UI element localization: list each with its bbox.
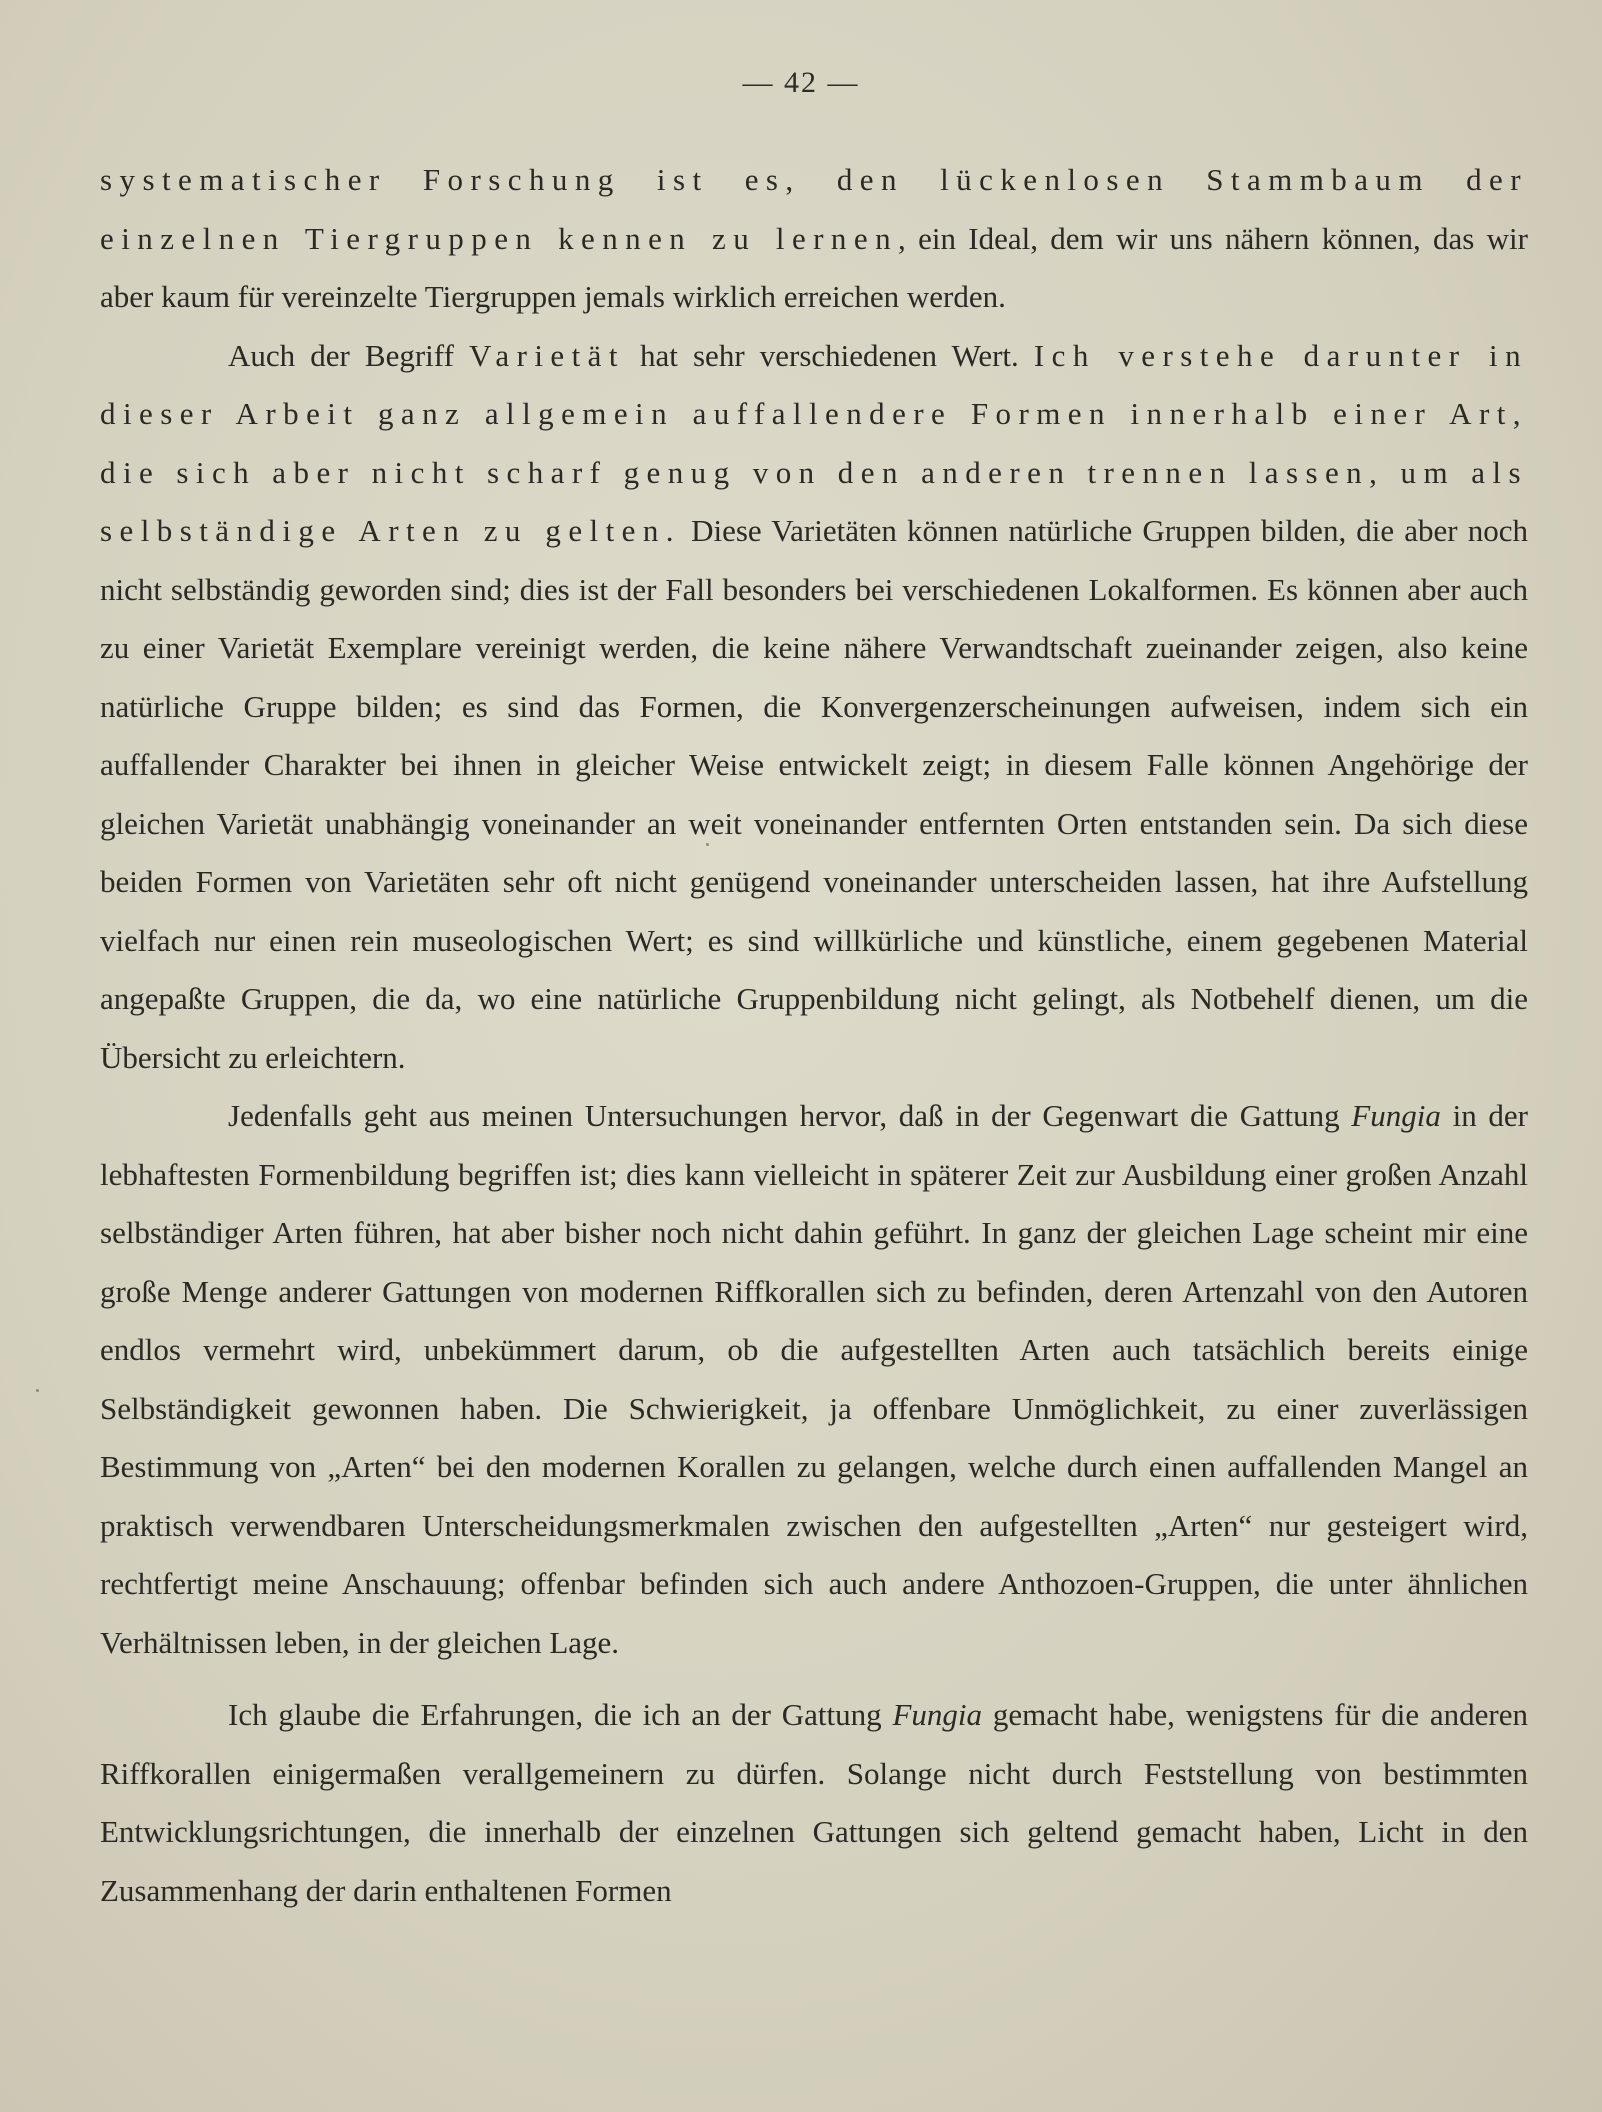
scan-speck	[36, 1389, 39, 1392]
text-segment: Ich glaube die Erfahrungen, die ich an der Gattung	[228, 1697, 893, 1732]
text-segment: hat sehr verschiedenen Wert.	[624, 337, 1034, 373]
text-segment: Jedenfalls geht aus meinen Untersuchungen hervor, daß in der Gegenwart die Gattung	[228, 1098, 1352, 1133]
page-number: — 42 —	[742, 66, 860, 99]
paragraph	[100, 1686, 1528, 1920]
text-segment: , ein Ideal, dem wir uns nähern können, das wir aber kaum für vereinzelte Tiergruppen jemals wirklich erreichen werden.	[100, 220, 1528, 314]
text-segment: Diese Varietäten können natürliche Gruppen bilden, die aber noch nicht selbständig geworden sind; dies ist der Fall besonders bei verschiedenen Lokalformen. Es können aber auch zu einer Varietät Exemplare vereinigt werden, die keine nähere Verwandtschaft zueinander zeigen, also keine natürliche Gruppe bilden; es sind das Formen, die Konvergenzerscheinungen aufweisen, indem sich ein auffallender Charakter bei ihnen in gleicher Weise entwickelt zeigt; in diesem Falle können Angehörige der gleichen Varietät unabhängig voneinander an weit voneinander entfernten Orten entstanden sein. Da sich diese beiden Formen von Varietäten sehr oft nicht genügend voneinander unterscheiden lassen, hat ihre Aufstellung vielfach nur einen rein museologischen Wert; es sind willkürliche und künstliche, einem gegebenen Material angepaßte Gruppen, die da, wo eine natürliche Gruppenbildung nicht gelingt, als Notbehelf dienen, um die Übersicht zu erleichtern.	[100, 513, 1528, 1075]
scan-speck	[706, 843, 709, 846]
text-segment: gemacht habe, wenigstens für die anderen Riffkorallen einigermaßen verallgemeinern zu dürfen. Solange nicht durch Feststellung von bestimmten Entwicklungsrichtungen, die innerhalb der einzelnen Gattungen sich geltend gemacht haben, Licht in den Zusammenhang der darin enthaltenen Formen	[100, 1697, 1529, 1908]
text-segment: systematischer Forschung ist es, den lückenlosen Stammbaum der einzelnen Tiergruppen kennen zu lernen	[100, 162, 1528, 256]
text-segment: Auch der Begriff	[228, 337, 469, 373]
body-text	[100, 151, 1528, 1920]
text-segment: in der lebhaftesten Formenbildung begriffen ist; dies kann vielleicht in späterer Zeit zur Ausbildung einer großen Anzahl selbständiger Arten führen, hat aber bisher noch nicht dahin geführt. In ganz der gleichen Lage scheint mir eine große Menge anderer Gattungen von modernen Riffkorallen sich zu befinden, deren Artenzahl von den Autoren endlos vermehrt wird, unbekümmert darum, ob die aufgestellten Arten auch tatsächlich bereits einige Selbständigkeit gewonnen haben. Die Schwierigkeit, ja offenbare Unmöglichkeit, zu einer zuverlässigen Bestimmung von „Arten“ bei den modernen Korallen zu gelangen, welche durch einen auffallenden Mangel an praktisch verwendbaren Unterscheidungsmerkmalen zwischen den aufgestellten „Arten“ nur gesteigert wird, rechtfertigt meine Anschauung; offenbar befinden sich auch andere Anthozoen-Gruppen, die unter ähnlichen Verhältnissen leben, in der gleichen Lage.	[100, 1098, 1528, 1660]
paragraph	[100, 151, 1528, 327]
text-segment: Ich verstehe darunter in dieser Arbeit ganz allgemein auffallendere Formen innerhalb einer Art, die sich aber nicht scharf genug von den anderen trennen lassen, um als selbständige Arten zu gelten.	[100, 337, 1529, 548]
paragraph	[100, 327, 1528, 1088]
genus-name: Fungia	[892, 1697, 983, 1732]
paragraph	[100, 1087, 1528, 1672]
genus-name: Fungia	[1351, 1098, 1441, 1133]
text-segment: Varietät	[469, 337, 625, 373]
